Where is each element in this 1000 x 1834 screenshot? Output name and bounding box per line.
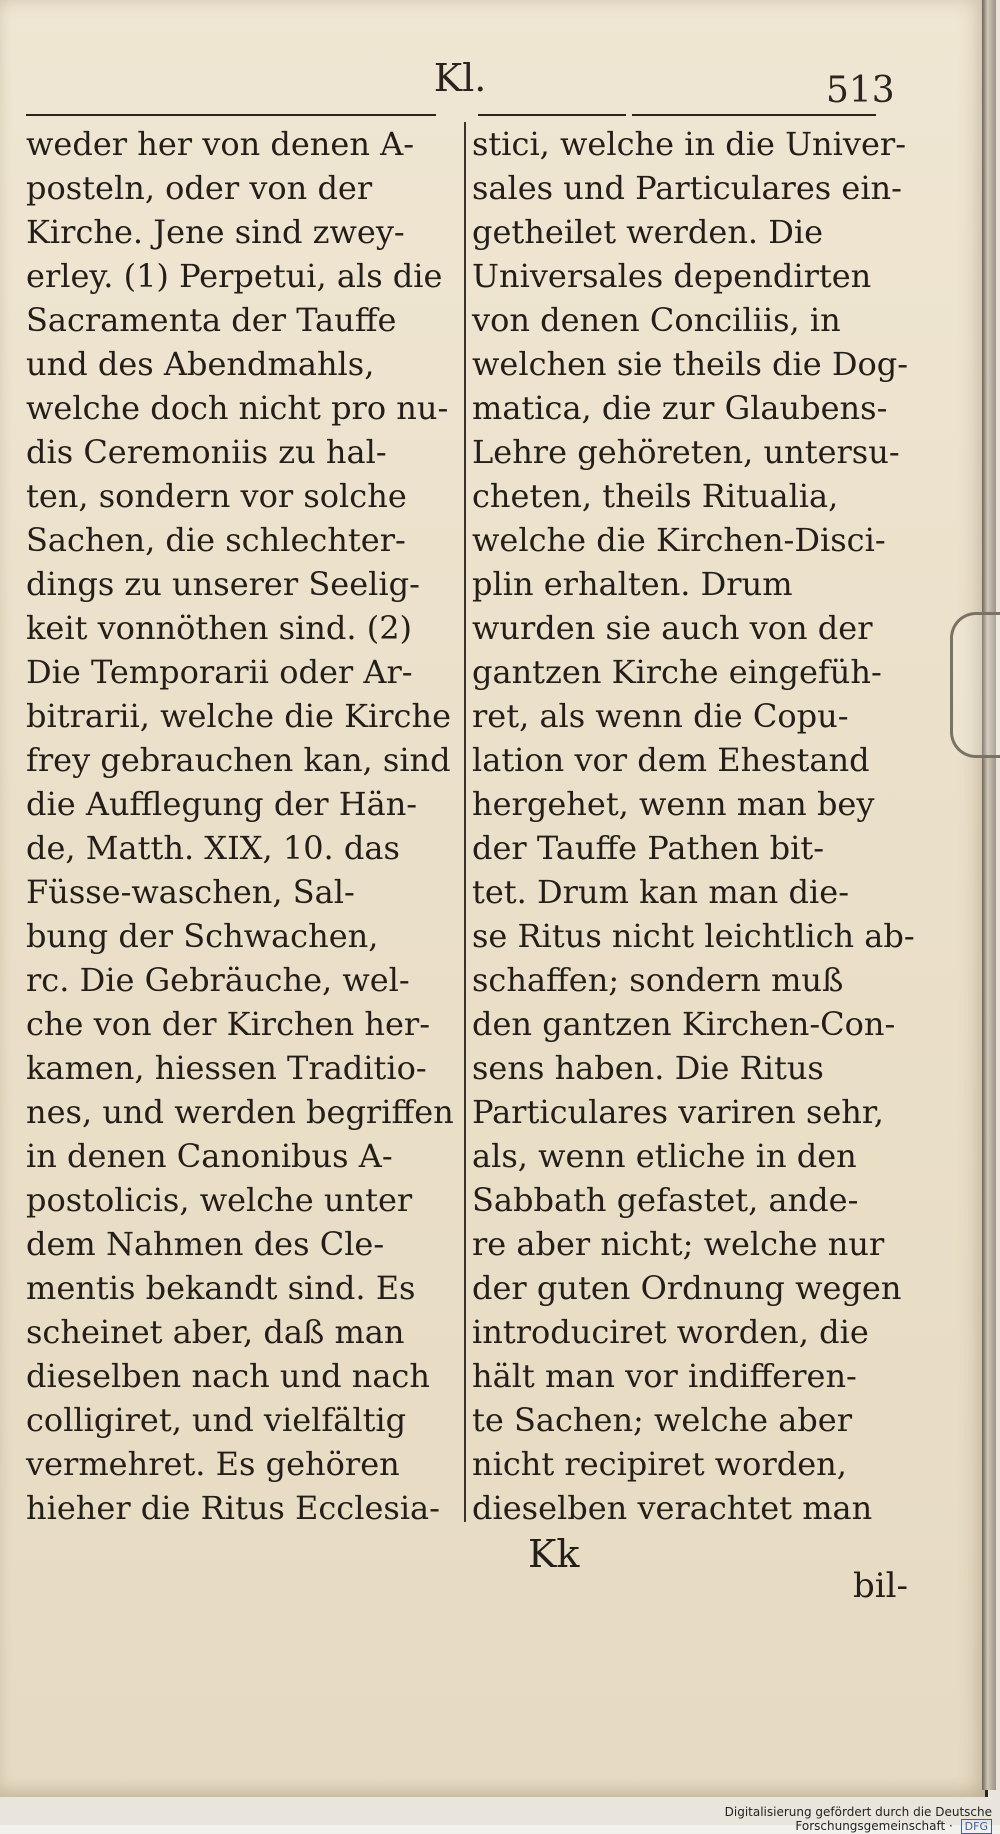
page-clip [950,612,1000,758]
text-line: re aber nicht; welche nur [472,1225,885,1263]
dfg-logo: DFG [961,1819,992,1834]
text-line: colligiret, und vielfältig [26,1401,407,1439]
header-rule [632,114,876,116]
text-line: sales und Particulares ein- [472,169,902,207]
text-line: nes, und werden begriffen [26,1093,454,1131]
text-line: erley. (1) Perpetui, als die [26,257,443,295]
text-line: rc. Die Gebräuche, wel- [26,961,410,999]
text-line: gantzen Kirche eingefüh- [472,653,882,691]
footer-text: Digitalisierung gefördert durch die Deutsche Forschungsgemeinschaft · [724,1805,992,1833]
text-line: nicht recipiret worden, [472,1445,847,1483]
text-line: den gantzen Kirchen-Con- [472,1005,896,1043]
text-line: als, wenn etliche in den [472,1137,857,1175]
text-line: ten, sondern vor solche [26,477,407,515]
text-line: Füsse-waschen, Sal- [26,873,355,911]
text-line: dieselben nach und nach [26,1357,430,1395]
text-line: frey gebrauchen kan, sind [26,741,451,779]
text-line: tet. Drum kan man die- [472,873,849,911]
text-line: und des Abendmahls, [26,345,375,383]
text-line: se Ritus nicht leichtlich ab- [472,917,915,955]
text-line: schaffen; sondern muß [472,961,844,999]
text-line: de, Matth. XIX, 10. das [26,829,400,867]
left-column [26,122,454,1530]
page-edge [982,0,996,1790]
catchword: bil- [852,1566,908,1606]
text-line: hält man vor indifferen- [472,1357,857,1395]
text-line: posteln, oder von der [26,169,373,207]
text-line: matica, die zur Glaubens- [472,389,888,427]
text-line: vermehret. Es gehören [26,1445,400,1483]
text-line: Particulares variren sehr, [472,1093,884,1131]
text-line: scheinet aber, daß man [26,1313,405,1351]
text-line: weder her von denen A- [26,125,415,163]
text-line: bitrarii, welche die Kirche [26,697,451,735]
signature-mark: Kk [528,1532,580,1576]
text-line: Universales dependirten [472,257,872,295]
text-line: Kirche. Jene sind zwey- [26,213,405,251]
text-line: Die Temporarii oder Ar- [26,653,413,691]
text-line: in denen Canonibus A- [26,1137,393,1175]
text-line: dis Ceremoniis zu hal- [26,433,387,471]
text-line: lation vor dem Ehestand [472,741,870,779]
header-rule [478,114,626,116]
text-line: von denen Conciliis, in [472,301,841,339]
text-line: mentis bekandt sind. Es [26,1269,416,1307]
text-line: hieher die Ritus Ecclesia- [26,1489,440,1527]
text-line: Sacramenta der Tauffe [26,301,397,339]
text-line: dieselben verachtet man [472,1489,873,1527]
text-line: plin erhalten. Drum [472,565,793,603]
text-line: hergehet, wenn man bey [472,785,875,823]
text-line: keit vonnöthen sind. (2) [26,609,413,647]
page-number: 513 [826,70,895,111]
digitization-footer [600,1805,992,1834]
text-line: Sachen, die schlechter- [26,521,406,559]
text-line: dings zu unserer Seelig- [26,565,420,603]
right-column [472,122,915,1530]
column-divider [464,122,466,1522]
text-line: welche doch nicht pro nu- [26,389,449,427]
text-line: che von der Kirchen her- [26,1005,430,1043]
text-line: Lehre gehöreten, untersu- [472,433,900,471]
text-line: der Tauffe Pathen bit- [472,829,825,867]
text-line: kamen, hiessen Traditio- [26,1049,427,1087]
text-line: introduciret worden, die [472,1313,869,1351]
text-line: der guten Ordnung wegen [472,1269,902,1307]
text-line: dem Nahmen des Cle- [26,1225,385,1263]
text-line: die Aufflegung der Hän- [26,785,418,823]
text-line: ret, als wenn die Copu- [472,697,849,735]
text-line: Sabbath gefastet, ande- [472,1181,859,1219]
text-line: sens haben. Die Ritus [472,1049,824,1087]
text-line: te Sachen; welche aber [472,1401,852,1439]
text-line: postolicis, welche unter [26,1181,413,1219]
text-line: wurden sie auch von der [472,609,873,647]
text-line: welche die Kirchen-Disci- [472,521,886,559]
running-head: Kl. [433,56,487,100]
text-line: welchen sie theils die Dog- [472,345,909,383]
text-line: bung der Schwachen, [26,917,379,955]
header-rule [26,114,436,116]
text-line: getheilet werden. Die [472,213,824,251]
text-line: stici, welche in die Univer- [472,125,906,163]
text-line: cheten, theils Ritualia, [472,477,839,515]
